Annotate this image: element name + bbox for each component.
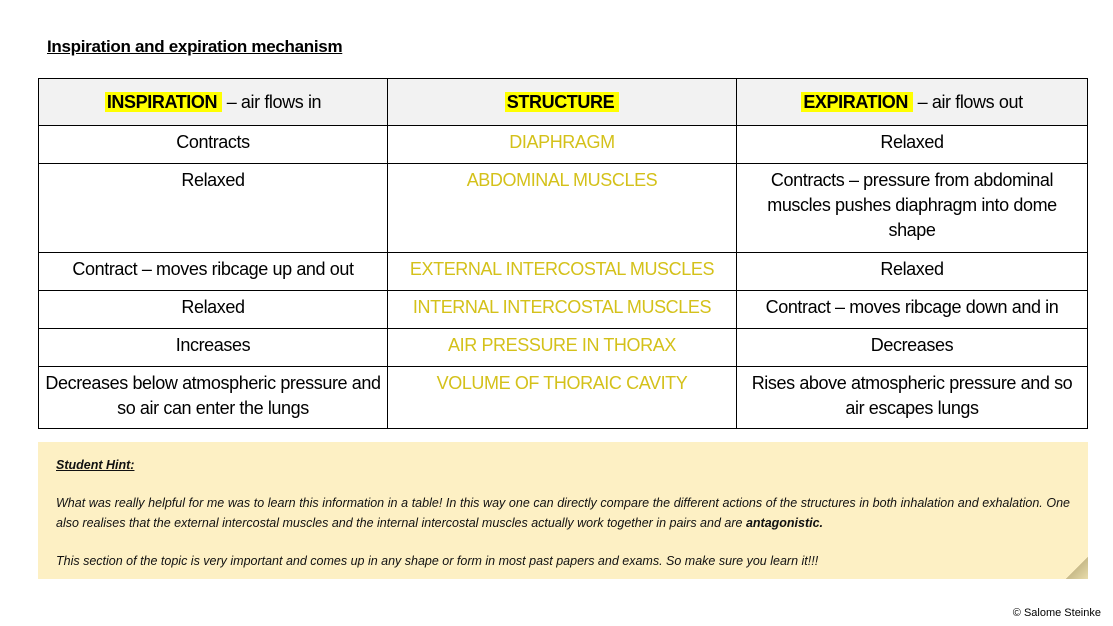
cell-inspiration: Decreases below atmospheric pressure and so air can enter the lungs [39, 367, 388, 429]
hint-p1-text: What was really helpful for me was to learn this information in a table! In this way one can directly compare the different actions of the structures in both inhalation and exhalation. One also realises that the external intercostal muscles and the internal intercostal muscles actually work together in pairs and are [56, 496, 1070, 530]
header-structure [388, 79, 737, 126]
inspiration-subtitle: – air flows in [222, 91, 322, 112]
hint-title: Student Hint: [56, 458, 135, 472]
cell-structure: INTERNAL INTERCOSTAL MUSCLES [388, 291, 737, 329]
cell-expiration: Relaxed [737, 253, 1088, 291]
cell-structure: ABDOMINAL MUSCLES [388, 164, 737, 253]
expiration-highlight: EXPIRATION [801, 92, 913, 112]
copyright: © Salome Steinke [1012, 607, 1101, 619]
cell-inspiration: Contract – moves ribcage up and out [39, 253, 388, 291]
table-row [39, 329, 1088, 367]
hint-p1-bold: antagonistic. [745, 516, 824, 530]
cell-inspiration: Relaxed [39, 291, 388, 329]
cell-inspiration: Increases [39, 329, 388, 367]
hint-paragraph-2: This section of the topic is very important and comes up in any shape or form in most past papers and exams. So make sure you learn it!!! [56, 554, 819, 568]
cell-expiration: Relaxed [737, 126, 1088, 164]
expiration-subtitle: – air flows out [913, 91, 1023, 112]
cell-inspiration: Relaxed [39, 164, 388, 253]
header-expiration [737, 79, 1088, 126]
table-row [39, 164, 1088, 253]
cell-expiration: Contract – moves ribcage down and in [737, 291, 1088, 329]
header-inspiration [39, 79, 388, 126]
cell-structure: AIR PRESSURE IN THORAX [388, 329, 737, 367]
cell-structure: EXTERNAL INTERCOSTAL MUSCLES [388, 253, 737, 291]
cell-expiration: Contracts – pressure from abdominal muscles pushes diaphragm into dome shape [737, 164, 1088, 253]
cell-expiration: Rises above atmospheric pressure and so air escapes lungs [737, 367, 1088, 429]
table-row [39, 126, 1088, 164]
page-curl-icon [1066, 557, 1088, 579]
table-row [39, 253, 1088, 291]
cell-structure: DIAPHRAGM [388, 126, 737, 164]
mechanism-table [38, 78, 1088, 429]
cell-structure: VOLUME OF THORAIC CAVITY [388, 367, 737, 429]
table-row [39, 291, 1088, 329]
cell-expiration: Decreases [737, 329, 1088, 367]
student-hint-note [38, 442, 1088, 579]
cell-inspiration: Contracts [39, 126, 388, 164]
table-header-row [39, 79, 1088, 126]
structure-highlight: STRUCTURE [505, 92, 619, 112]
page-title: Inspiration and expiration mechanism [47, 37, 343, 56]
inspiration-highlight: INSPIRATION [105, 92, 222, 112]
table-row [39, 367, 1088, 429]
hint-paragraph-1 [56, 493, 1070, 533]
